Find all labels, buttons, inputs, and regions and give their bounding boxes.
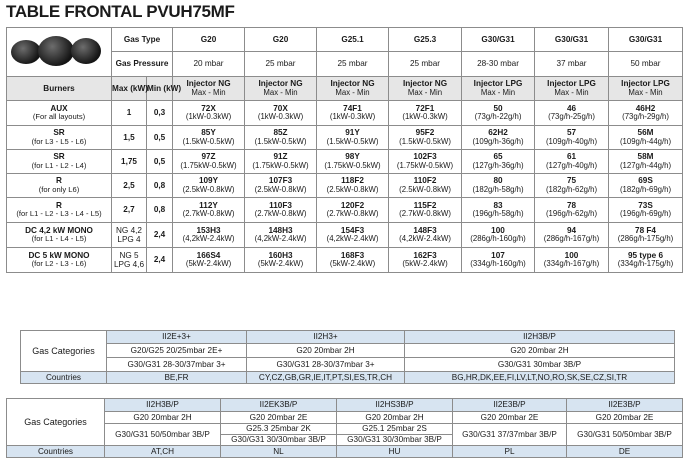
injector-cell: 69S (182g/h-69g/h)	[609, 174, 683, 198]
gas-type-cell: G30/G31	[535, 28, 609, 52]
injector-cell: 50 (73g/h-22g/h)	[462, 101, 535, 126]
category-gas-line: G30/G31 28-30/37mbar 3+	[247, 358, 405, 372]
injector-cell: 100 (334g/h-167g/h)	[535, 248, 609, 273]
injector-cell: 80 (182g/h-58g/h)	[462, 174, 535, 198]
injector-table	[6, 27, 683, 273]
burner-min-cell: 2,4	[147, 223, 173, 248]
burner-name-cell: SR (for L1 - L2 - L4)	[7, 150, 112, 174]
burner-max-cell: NG 5 LPG 4,6	[112, 248, 147, 273]
countries-cell: HU	[337, 446, 453, 458]
pressure-cell: 25 mbar	[245, 52, 317, 77]
injector-cell: 85Z (1.5kW-0.5kW)	[245, 126, 317, 150]
injector-cell: 102F3 (1.75kW-0.5kW)	[389, 150, 462, 174]
injector-cell: 107 (334g/h-160g/h)	[462, 248, 535, 273]
injector-cell: 91Y (1.5kW-0.5kW)	[317, 126, 389, 150]
injector-cell: 95 type 6 (334g/h-175g/h)	[609, 248, 683, 273]
category-gas-line: G30/G31 50/50mbar 3B/P	[567, 424, 683, 446]
category-head: II2EK3B/P	[221, 399, 337, 412]
gas-categories-table-2	[6, 398, 683, 458]
injector-cell: 160H3 (5kW-2.4kW)	[245, 248, 317, 273]
burner-row	[7, 101, 683, 126]
burner-min-cell: 0,5	[147, 150, 173, 174]
burner-cap-image	[11, 40, 41, 64]
burner-max-cell: 2,7	[112, 198, 147, 223]
injector-cell: 118F2 (2.5kW-0.8kW)	[317, 174, 389, 198]
burner-min-cell: 0,5	[147, 126, 173, 150]
injector-cell: 148F3 (4,2kW-2.4kW)	[389, 223, 462, 248]
injector-cell: 112Y (2.7kW-0.8kW)	[173, 198, 245, 223]
gas-type-cell: G20	[173, 28, 245, 52]
gas-type-cell: G30/G31	[462, 28, 535, 52]
injector-cell: 120F2 (2.7kW-0.8kW)	[317, 198, 389, 223]
injector-header: Injector NG Max - Min	[173, 77, 245, 101]
category-gas-line: G25.1 25mbar 2S	[337, 424, 453, 435]
category-gas-line: G30/G31 30mbar 3B/P	[405, 358, 675, 372]
category-gas-line: G30/G31 30/30mbar 3B/P	[337, 435, 453, 446]
pressure-cell: 20 mbar	[173, 52, 245, 77]
gas-type-cell: G25.1	[317, 28, 389, 52]
injector-cell: 115F2 (2.7kW-0.8kW)	[389, 198, 462, 223]
burner-cap-image	[71, 38, 101, 64]
injector-cell: 70X (1kW-0.3kW)	[245, 101, 317, 126]
category-gas-line: G20 20mbar 2E	[221, 412, 337, 424]
category-head: II2HS3B/P	[337, 399, 453, 412]
injector-cell: 109Y (2.5kW-0.8kW)	[173, 174, 245, 198]
burner-row	[7, 150, 683, 174]
countries-cell: CY,CZ,GB,GR,IE,IT,PT,SI,ES,TR,CH	[247, 372, 405, 384]
injector-cell: 100 (286g/h-160g/h)	[462, 223, 535, 248]
injector-cell: 94 (286g/h-167g/h)	[535, 223, 609, 248]
gas-type-label: Gas Type	[112, 28, 173, 52]
burner-min-cell: 0,8	[147, 174, 173, 198]
category-head: II2E+3+	[107, 331, 247, 344]
pressure-cell: 28-30 mbar	[462, 52, 535, 77]
burner-row	[7, 174, 683, 198]
injector-cell: 110F3 (2.7kW-0.8kW)	[245, 198, 317, 223]
burner-min-cell: 2,4	[147, 248, 173, 273]
burner-row	[7, 223, 683, 248]
burner-image-cell	[7, 28, 112, 77]
injector-cell: 74F1 (1kW-0.3kW)	[317, 101, 389, 126]
category-head: II2H3B/P	[405, 331, 675, 344]
category-gas-line: G20 20mbar 2H	[105, 412, 221, 424]
injector-cell: 62H2 (109g/h-36g/h)	[462, 126, 535, 150]
category-gas-line: G20 20mbar 2H	[247, 344, 405, 358]
gas-type-cell: G25.3	[389, 28, 462, 52]
injector-header: Injector NG Max - Min	[245, 77, 317, 101]
countries-label: Countries	[7, 446, 105, 458]
page-title: TABLE FRONTAL PVUH75MF	[6, 2, 235, 21]
category-head: II2H3+	[247, 331, 405, 344]
injector-cell: 148H3 (4,2kW-2.4kW)	[245, 223, 317, 248]
category-gas-line: G30/G31 37/37mbar 3B/P	[453, 424, 567, 446]
injector-cell: 110F2 (2.5kW-0.8kW)	[389, 174, 462, 198]
injector-cell: 46H2 (73g/h-29g/h)	[609, 101, 683, 126]
injector-cell: 95F2 (1.5kW-0.5kW)	[389, 126, 462, 150]
countries-cell: DE	[567, 446, 683, 458]
burner-name-cell: AUX (For all layouts)	[7, 101, 112, 126]
burner-min-cell: 0,8	[147, 198, 173, 223]
injector-cell: 166S4 (5kW-2.4kW)	[173, 248, 245, 273]
injector-cell: 98Y (1.75kW-0.5kW)	[317, 150, 389, 174]
injector-header: Injector NG Max - Min	[317, 77, 389, 101]
burner-name-cell: R (for only L6)	[7, 174, 112, 198]
injector-cell: 154F3 (4,2kW-2.4kW)	[317, 223, 389, 248]
pressure-cell: 25 mbar	[389, 52, 462, 77]
injector-cell: 72X (1kW-0.3kW)	[173, 101, 245, 126]
burner-name-cell: SR (for L3 - L5 - L6)	[7, 126, 112, 150]
gas-type-cell: G30/G31	[609, 28, 683, 52]
category-gas-line: G25.3 25mbar 2K	[221, 424, 337, 435]
category-gas-line: G20 20mbar 2E	[567, 412, 683, 424]
injector-cell: 91Z (1.75kW-0.5kW)	[245, 150, 317, 174]
countries-cell: AT,CH	[105, 446, 221, 458]
burner-name-cell: DC 4,2 kW MONO (for L1 - L4 - L5)	[7, 223, 112, 248]
category-gas-line: G20 20mbar 2H	[405, 344, 675, 358]
injector-cell: 57 (109g/h-40g/h)	[535, 126, 609, 150]
injector-header: Injector LPG Max - Min	[535, 77, 609, 101]
injector-cell: 61 (127g/h-40g/h)	[535, 150, 609, 174]
category-gas-line: G30/G31 28-30/37mbar 3+	[107, 358, 247, 372]
injector-cell: 78 (196g/h-62g/h)	[535, 198, 609, 223]
burner-name-cell: DC 5 kW MONO (for L2 - L3 - L6)	[7, 248, 112, 273]
injector-cell: 56M (109g/h-44g/h)	[609, 126, 683, 150]
injector-cell: 65 (127g/h-36g/h)	[462, 150, 535, 174]
injector-cell: 162F3 (5kW-2.4kW)	[389, 248, 462, 273]
injector-cell: 73S (196g/h-69g/h)	[609, 198, 683, 223]
injector-header: Injector LPG Max - Min	[462, 77, 535, 101]
injector-cell: 168F3 (5kW-2.4kW)	[317, 248, 389, 273]
injector-cell: 97Z (1.75kW-0.5kW)	[173, 150, 245, 174]
countries-cell: BG,HR,DK,EE,FI,LV,LT,NO,RO,SK,SE,CZ,SI,TR	[405, 372, 675, 384]
category-gas-line: G20 20mbar 2H	[337, 412, 453, 424]
injector-cell: 46 (73g/h-25g/h)	[535, 101, 609, 126]
burner-max-cell: 2,5	[112, 174, 147, 198]
category-gas-line: G30/G31 30/30mbar 3B/P	[221, 435, 337, 446]
max-header: Max (kW)	[112, 77, 147, 101]
injector-header: Injector LPG Max - Min	[609, 77, 683, 101]
min-header: Min (kW)	[147, 77, 173, 101]
burner-max-cell: 1,75	[112, 150, 147, 174]
pressure-cell: 50 mbar	[609, 52, 683, 77]
injector-cell: 153H3 (4,2kW-2.4kW)	[173, 223, 245, 248]
burners-header: Burners	[7, 77, 112, 101]
gas-type-cell: G20	[245, 28, 317, 52]
burner-row	[7, 248, 683, 273]
injector-cell: 107F3 (2.5kW-0.8kW)	[245, 174, 317, 198]
category-gas-line: G20/G25 20/25mbar 2E+	[107, 344, 247, 358]
category-gas-line: G30/G31 50/50mbar 3B/P	[105, 424, 221, 446]
gas-categories-label: Gas Categories	[7, 399, 105, 446]
burner-max-cell: NG 4,2 LPG 4	[112, 223, 147, 248]
gas-categories-label: Gas Categories	[21, 331, 107, 372]
injector-cell: 83 (196g/h-58g/h)	[462, 198, 535, 223]
pressure-cell: 25 mbar	[317, 52, 389, 77]
injector-cell: 78 F4 (286g/h-175g/h)	[609, 223, 683, 248]
injector-cell: 58M (127g/h-44g/h)	[609, 150, 683, 174]
gas-categories-table-1	[20, 330, 675, 384]
injector-header: Injector NG Max - Min	[389, 77, 462, 101]
category-head: II2H3B/P	[105, 399, 221, 412]
burner-row	[7, 126, 683, 150]
burner-max-cell: 1	[112, 101, 147, 126]
countries-cell: NL	[221, 446, 337, 458]
category-head: II2E3B/P	[453, 399, 567, 412]
burner-min-cell: 0,3	[147, 101, 173, 126]
category-head: II2E3B/P	[567, 399, 683, 412]
burner-cap-image	[38, 36, 74, 66]
burner-row	[7, 198, 683, 223]
pressure-cell: 37 mbar	[535, 52, 609, 77]
injector-cell: 72F1 (1kW-0.3kW)	[389, 101, 462, 126]
burner-max-cell: 1,5	[112, 126, 147, 150]
countries-cell: BE,FR	[107, 372, 247, 384]
countries-label: Countries	[21, 372, 107, 384]
injector-cell: 75 (182g/h-62g/h)	[535, 174, 609, 198]
gas-pressure-label: Gas Pressure	[112, 52, 173, 77]
countries-cell: PL	[453, 446, 567, 458]
category-gas-line: G20 20mbar 2E	[453, 412, 567, 424]
injector-cell: 85Y (1.5kW-0.5kW)	[173, 126, 245, 150]
burner-name-cell: R (for L1 - L2 - L3 - L4 - L5)	[7, 198, 112, 223]
